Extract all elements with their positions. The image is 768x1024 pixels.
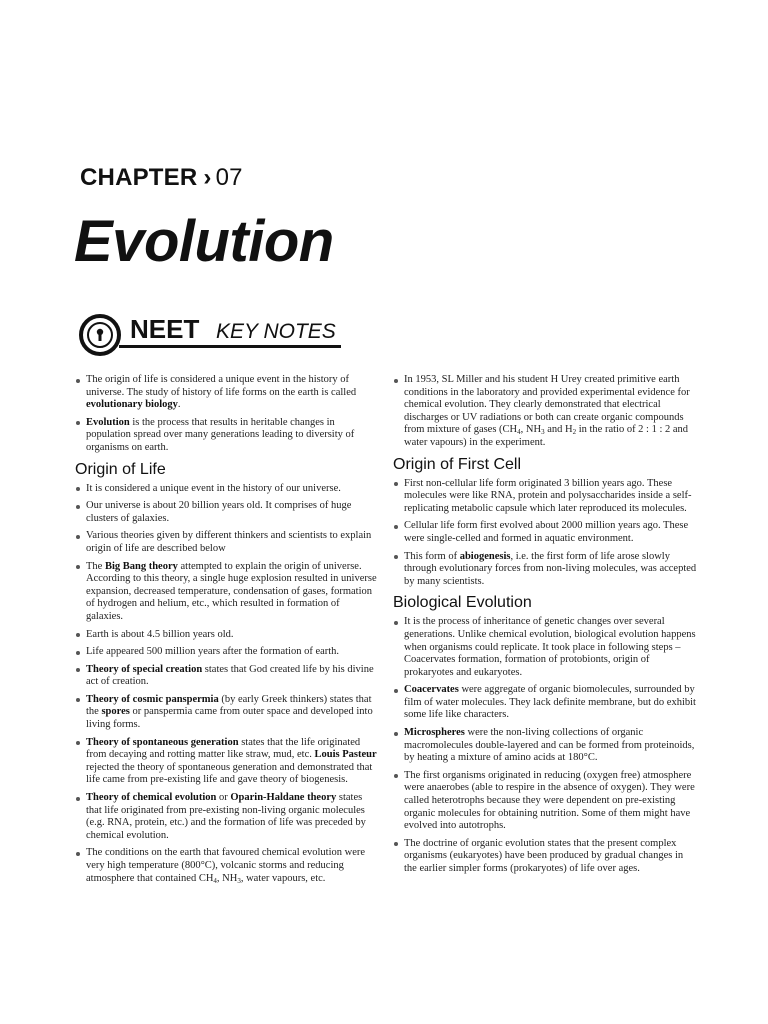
- list-item: [75, 847, 377, 885]
- neet-key-notes-badge: [78, 312, 348, 358]
- text-run: Various theories given by different thinkers and scientists to explain origin of life are described below: [86, 530, 372, 554]
- list-item: [75, 694, 377, 732]
- list-item: [75, 374, 377, 412]
- biological-evolution-list: [393, 616, 698, 875]
- bold-term: Theory of cosmic panspermia: [86, 693, 219, 705]
- bold-term: Coacervates: [404, 684, 459, 696]
- chapter-number: 07: [215, 164, 243, 191]
- text-run: The doctrine of organic evolution states that the present complex organisms (eukaryotes) have been produced by gradual changes in the earlier simpler forms (prokaryotes) of life over ages.: [404, 837, 684, 874]
- text-run: Life appeared 500 million years after the formation of earth.: [86, 646, 340, 658]
- text-run: or: [216, 792, 231, 804]
- list-item: [75, 500, 377, 525]
- bold-term: Microspheres: [404, 727, 465, 739]
- text-run: Cellular life form first evolved about 2000 million years ago. These were single-celled and formed in aquatic environment.: [404, 520, 689, 544]
- list-item: [75, 646, 377, 659]
- bold-term: Theory of chemical evolution: [86, 792, 217, 804]
- subscript: 2: [572, 428, 577, 437]
- text-run: First non-cellular life form originated 3 billion years ago. These molecules were like RNA, protein and polysaccharides inside a self-replicating metabolic capsule which later reproduced its molecules.: [404, 477, 692, 514]
- text-run: states that God created life by his divine act of creation.: [86, 663, 374, 688]
- list-item: [393, 374, 698, 450]
- subscript: 3: [541, 428, 545, 437]
- origin-first-cell-list: [393, 478, 698, 589]
- list-item: [75, 561, 377, 624]
- list-item: [393, 478, 698, 516]
- badge-neet-text: NEET: [130, 314, 200, 344]
- text-run: The first organisms originated in reducing (oxygen free) atmosphere were anaerobes (able to respire in the absence of oxygen). They were called heterotrophs because they were dependent on pre-existing organic molecules for obtaining nutrition. Some of them might have evolved into autotrophs.: [404, 769, 695, 832]
- chapter-word: CHAPTER: [80, 164, 198, 191]
- list-item: [75, 737, 377, 787]
- text-run: The conditions on the earth that favoured chemical evolution were very high temperature (800°C), volcanic storms and reducing atmosphere that contained CH: [86, 847, 366, 884]
- text-run: .: [177, 399, 181, 411]
- bold-term: evolutionary biology: [86, 399, 178, 411]
- list-item: [75, 417, 377, 455]
- text-run: It is the process of inheritance of genetic changes over several generations. Unlike chemical evolution, biological evolution happens when organisms could replicate. It took place in following steps – Coacervates formation, formation of protobionts, origin of prokaryotes and eukaryotes.: [404, 616, 696, 678]
- text-run: Earth is about 4.5 billion years old.: [86, 628, 234, 640]
- text-run: , NH: [520, 424, 542, 436]
- text-run: attempted to explain the origin of universe. According to this theory, a single huge explosion resulted in universe expansion, decreased temperature, condensation of gases, formation of hydrogen and helium, etc., which resulted in formation of galaxies.: [86, 560, 377, 622]
- chapter-label: [80, 164, 243, 192]
- origin-of-life-list: [75, 483, 377, 886]
- text-run: is the process that results in heritable changes in population spread over many generations leading to diversity of organisms on earth.: [86, 416, 355, 453]
- section-heading-origin-of-first-cell: Origin of First Cell: [393, 455, 522, 473]
- bold-term: abiogenesis: [459, 550, 511, 562]
- section-heading-biological-evolution: Biological Evolution: [393, 594, 532, 612]
- right-column: [393, 374, 698, 881]
- text-run: states that life originated from pre-existing non-living organic molecules (e.g. RNA, protein, etc.) and the formation of life was preceded by chemical evolution.: [86, 792, 366, 841]
- text-run: The origin of life is considered a unique event in the history of universe. The study of history of life forms on the earth is called: [86, 374, 357, 398]
- text-run: , NH: [216, 872, 238, 884]
- list-item: [75, 530, 377, 555]
- left-column: [75, 374, 377, 890]
- subscript: 4: [517, 428, 521, 437]
- text-run: It is considered a unique event in the history of our universe.: [86, 482, 341, 494]
- bold-term: spores: [101, 706, 130, 718]
- text-run: and H: [544, 424, 573, 436]
- bold-term: Evolution: [86, 416, 130, 428]
- text-run: In 1953, SL Miller and his student H Urey created primitive earth conditions in the laboratory and provided experimental evidence for chemical evolution. They clearly demonstrated that electrical discharges or UV radiations or both can create organic compounds from mixture of gases (CH: [404, 374, 690, 436]
- section-heading-origin-of-life: Origin of Life: [75, 460, 166, 478]
- text-run: (by early Greek thinkers) states that the: [86, 693, 372, 718]
- text-run: , i.e. the first form of life arose slowly through evolutionary forces from non-living molecules, was accepted by many scientists.: [404, 550, 697, 587]
- badge-keynotes-text: KEY NOTES: [216, 320, 336, 343]
- text-run: , water vapours, etc.: [240, 872, 326, 884]
- subscript: 3: [237, 876, 241, 885]
- intro-list: [75, 374, 377, 455]
- text-run: Our universe is about 20 billion years old. It comprises of huge clusters of galaxies.: [86, 500, 352, 524]
- text-run: states that the life originated from decaying and rotting matter like straw, mud, etc.: [86, 736, 361, 761]
- list-item: [75, 483, 377, 496]
- text-run: were the non-living collections of organic macromolecules double-layered and can be formed from proteinoids, by heating a mixture of amino acids at 180°C.: [404, 727, 695, 764]
- list-item: [75, 629, 377, 642]
- list-item: [393, 838, 698, 876]
- list-item: [393, 684, 698, 722]
- bold-term: Big Bang theory: [104, 560, 178, 572]
- bold-term: Theory of spontaneous generation: [86, 736, 239, 748]
- bold-term: Theory of special creation: [86, 663, 203, 675]
- list-item: [393, 616, 698, 679]
- text-run: This form of: [404, 550, 460, 562]
- list-item: [75, 664, 377, 689]
- bold-term: Louis Pasteur: [314, 749, 377, 761]
- text-run: or panspermia came from outer space and developed into living forms.: [86, 706, 373, 731]
- chapter-chevron: ›: [203, 164, 212, 191]
- chapter-title: Evolution: [74, 209, 334, 274]
- text-run: were aggregate of organic biomolecules, surrounded by film of water molecules. They lack definite membrane, but do exhibit some life like characters.: [404, 684, 696, 721]
- miller-urey-list: [393, 374, 698, 450]
- list-item: [393, 770, 698, 833]
- list-item: [393, 727, 698, 765]
- list-item: [393, 551, 698, 589]
- subscript: 4: [213, 876, 217, 885]
- list-item: [75, 792, 377, 842]
- text-run: rejected the theory of spontaneous generation and demonstrated that life came from pre-existing life and gave theory of biogenesis.: [86, 761, 373, 786]
- list-item: [393, 520, 698, 545]
- text-run: The: [86, 560, 105, 572]
- text-run: in the ratio of 2 : 1 : 2 and water vapours) in the experiment.: [404, 424, 689, 448]
- bold-term: Oparin-Haldane theory: [230, 792, 337, 804]
